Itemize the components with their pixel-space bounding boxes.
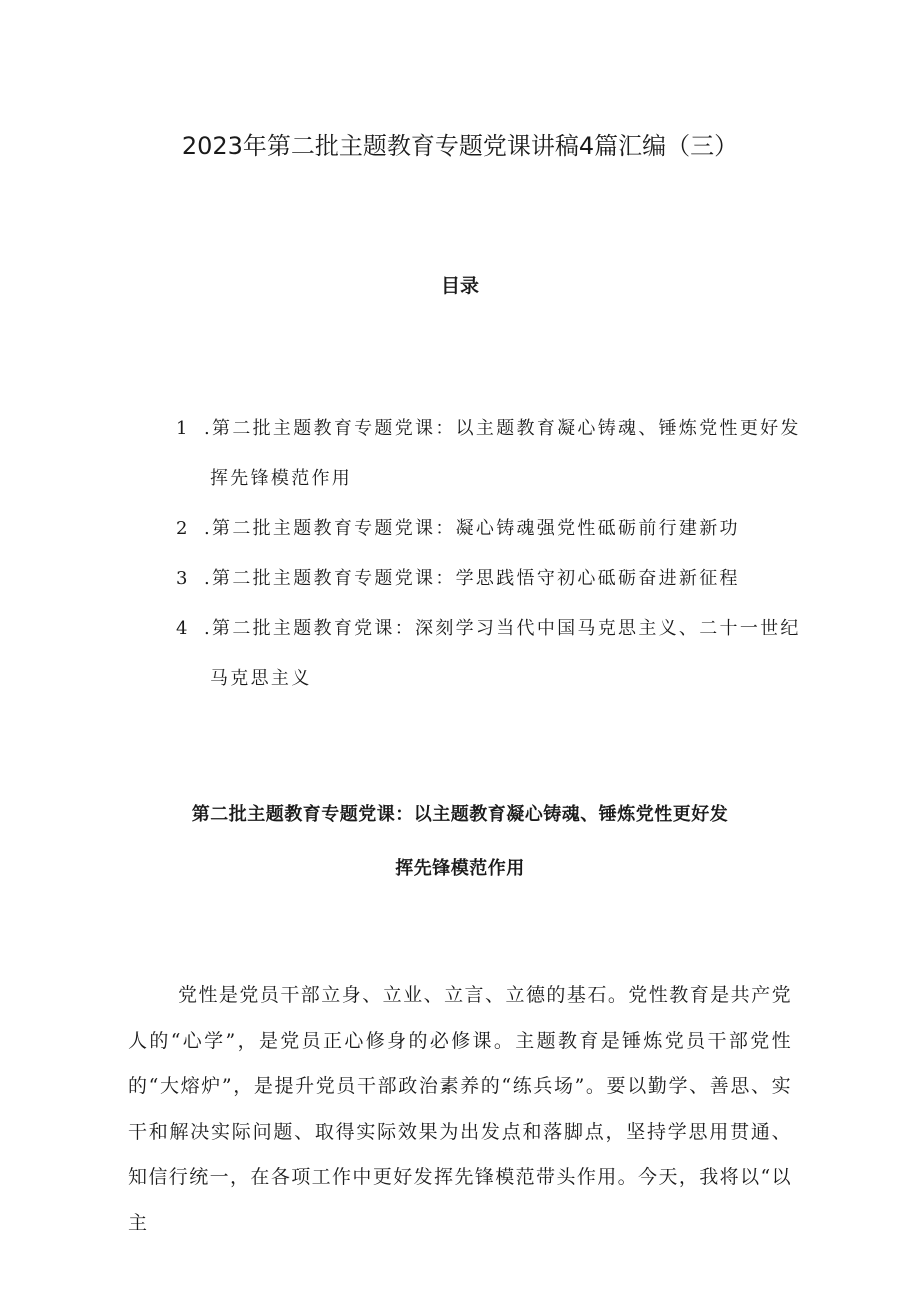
toc-item-2[interactable] bbox=[176, 504, 816, 554]
toc-item-number: 4 bbox=[176, 618, 190, 639]
section-title-line-1: 第二批主题教育专题党课：以主题教育凝心铸魂、锤炼党性更好发 bbox=[191, 804, 729, 825]
toc-item-text: .第二批主题教育党课：深刻学习当代中国马克思主义、二十一世纪马克思主义 bbox=[204, 618, 801, 689]
toc-heading: 目录 bbox=[440, 275, 479, 297]
toc-item-number: 3 bbox=[176, 568, 190, 589]
section-title-line-2: 挥先锋模范作用 bbox=[395, 858, 525, 879]
toc-item-1[interactable] bbox=[176, 404, 816, 504]
toc-item-text: .第二批主题教育专题党课：凝心铸魂强党性砥砺前行建新功 bbox=[204, 518, 740, 539]
toc-item-3[interactable] bbox=[176, 554, 816, 604]
document-title: 2023年第二批主题教育专题党课讲稿4篇汇编（三） bbox=[181, 132, 739, 160]
toc-item-text: .第二批主题教育专题党课：学思践悟守初心砥砺奋进新征程 bbox=[204, 568, 740, 589]
toc-item-number: 2 bbox=[176, 518, 190, 539]
toc-item-4[interactable] bbox=[176, 604, 816, 704]
toc-item-text: .第二批主题教育专题党课：以主题教育凝心铸魂、锤炼党性更好发挥先锋模范作用 bbox=[204, 418, 801, 489]
section-title bbox=[150, 788, 770, 896]
body-paragraph: 党性是党员干部立身、立业、立言、立德的基石。党性教育是共产党人的“心学”，是党员正心修身的必修课。主题教育是锤炼党员干部党性的“大熔炉”，是提升党员干部政治素养的“练兵场”。要以勤学、善思、实干和解决实际问题、取得实际效果为出发点和落脚点，坚持学思用贯通、知信行统一，在各项工作中更好发挥先锋模范带头作用。今天，我将以“以主 bbox=[128, 984, 792, 1234]
table-of-contents bbox=[176, 404, 816, 704]
toc-item-number: 1 bbox=[176, 418, 190, 439]
